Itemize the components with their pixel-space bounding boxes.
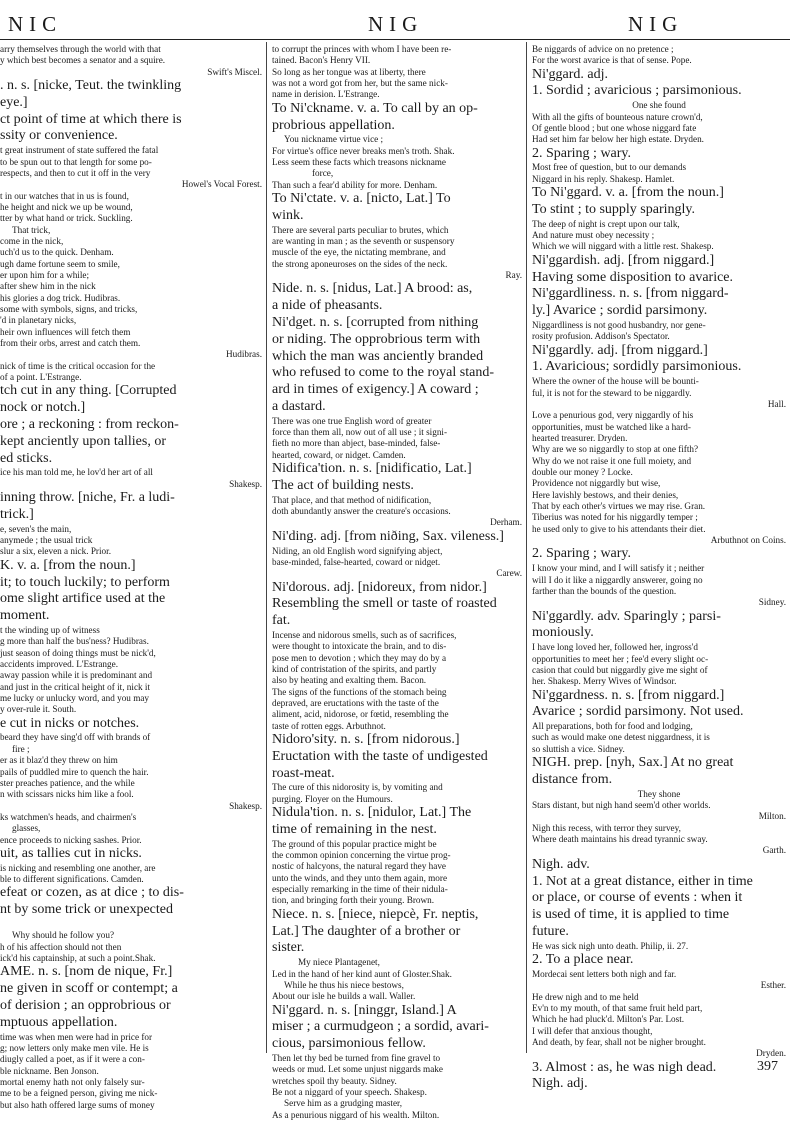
- text-line: force,: [312, 168, 334, 179]
- text-line: it; to touch luckily; to perform: [0, 574, 170, 590]
- text-line: ed sticks.: [0, 450, 53, 466]
- text-line: were thought to intoxicate the brain, and to dis-: [272, 641, 447, 652]
- text-line: Niggard in his reply. Shakesp. Hamlet.: [532, 173, 675, 184]
- text-line: Nigh. adv.: [532, 856, 590, 872]
- text-line: nt by some trick or unexpected: [0, 902, 174, 918]
- text-line: of a point. L'Estrange.: [0, 372, 82, 383]
- text-line: Nidula'tion. n. s. [nidulor, Lat.] The: [272, 805, 472, 821]
- text-line: will I do it like a niggardly answerer, going no: [532, 574, 703, 585]
- text-line: K. v. a. [from the noun.]: [0, 557, 136, 573]
- text-line: ome slight artifice used at the: [0, 591, 166, 607]
- text-line: Arbuthnot on Coins.: [710, 535, 786, 546]
- text-line: Be not a niggard of your speech. Shakesp.: [272, 1086, 427, 1097]
- text-line: For the worst avarice is that of sense. Pope.: [532, 55, 692, 66]
- text-line: The ground of this popular practice might be: [272, 838, 437, 849]
- text-line: tch cut in any thing. [Corrupted: [0, 383, 177, 399]
- text-line: hearted, coward, or nidget. Camden.: [272, 449, 406, 460]
- text-line: me lucky or unlucky word, and you may: [0, 692, 150, 703]
- text-line: is nicking and resembling one another, are: [0, 862, 156, 873]
- text-line: So long as her tongue was at liberty, there: [272, 66, 426, 77]
- text-line: ssity or convenience.: [0, 128, 118, 144]
- text-line: Ev'n to my mouth, of that same fruit held part,: [532, 1002, 703, 1013]
- text-line: Serve him as a grudging master,: [284, 1098, 403, 1109]
- text-line: AME. n. s. [nom de nique, Fr.]: [0, 964, 173, 980]
- text-line: ful, it is not for the steward to be niggardly.: [532, 387, 692, 398]
- text-line: Niece. n. s. [niece, niepcè, Fr. neptis,: [272, 906, 479, 922]
- text-line: ore ; a reckoning : from reckon-: [0, 417, 179, 433]
- text-line: About our isle he builds a wall. Waller.: [272, 991, 416, 1002]
- text-line: Ni'ggard. n. s. [ninggr, Island.] A: [272, 1002, 457, 1018]
- text-line: beard they have sing'd off with brands of: [0, 732, 151, 743]
- text-line: That place, and that method of nidification,: [272, 494, 432, 505]
- text-line: Providence not niggardly but wise,: [532, 478, 661, 489]
- text-line: Nigh. adj.: [532, 1076, 588, 1092]
- text-line: or niding. The opprobrious term with: [272, 331, 481, 347]
- text-line: Where death maintains his dread tyrannic sway.: [532, 834, 708, 845]
- text-line: a nide of pheasants.: [272, 298, 383, 314]
- text-line: That by each other's virtues we may rise. Gran.: [532, 501, 706, 512]
- text-line: I have long loved her, followed her, ingross'd: [532, 642, 698, 653]
- text-line: Ni'ding. adj. [from niðing, Sax. vileness.]: [272, 528, 504, 544]
- text-line: such as would make one detest niggardness, it is: [532, 732, 710, 743]
- text-line: eye.]: [0, 94, 28, 110]
- text-line: g; now letters only make men vile. He is: [0, 1042, 149, 1053]
- text-line: The deep of night is crept upon our talk,: [532, 218, 680, 229]
- text-line: While he thus his niece bestows,: [284, 979, 404, 990]
- text-line: glasses,: [12, 823, 41, 834]
- text-line: to be spun out to that length for some po-: [0, 156, 152, 167]
- text-line: probrious appellation.: [272, 117, 395, 133]
- text-line: Ni'ggardly. adv. Sparingly ; parsi-: [532, 608, 721, 624]
- text-line: ence proceeds to nicking sashes. Prior.: [0, 834, 142, 845]
- text-line: uit, as tallies cut in nicks.: [0, 845, 142, 861]
- text-line: ble to different significations. Camden.: [0, 874, 144, 885]
- text-line: depraved, are eructations with the taste of the: [272, 698, 439, 708]
- text-line: Garth.: [762, 845, 786, 856]
- text-line: from their orbs, arrest and catch them.: [0, 338, 141, 349]
- text-line: For virtue's office never breaks men's troth. Shak.: [272, 145, 455, 156]
- text-line: ster preaches patience, and the while: [0, 777, 135, 788]
- running-header: [0, 12, 800, 38]
- text-line: taste of rotten eggs. Arbuthnot.: [272, 720, 386, 731]
- text-line: ard in times of exigency.] A coward ;: [272, 382, 479, 398]
- text-line: Hall.: [767, 398, 786, 409]
- text-line: Tiberius was noted for his niggardly temper ;: [532, 512, 698, 523]
- text-line: Ni'ggardish. adj. [from niggard.]: [532, 252, 715, 268]
- text-line: trick.]: [0, 506, 34, 522]
- text-line: There was one true English word of greater: [272, 415, 432, 426]
- text-line: tter by what hand or trick. Suckling.: [0, 213, 133, 224]
- text-line: ne given in scoff or contempt; a: [0, 981, 178, 997]
- text-line: er as it blaz'd they threw on him: [0, 755, 118, 766]
- text-line: accidents improved. L'Estrange.: [0, 658, 118, 669]
- text-line: My niece Plantagenet,: [298, 957, 380, 968]
- text-line: so sluttish a vice. Sidney.: [532, 743, 625, 754]
- text-line: cious, parsimonious fellow.: [272, 1036, 426, 1052]
- text-line: As a penurious niggard of his wealth. Milton.: [272, 1109, 440, 1120]
- text-line: Shakesp.: [229, 478, 262, 489]
- text-line: Esther.: [760, 980, 786, 991]
- text-line: Why are we so niggardly to stop at one fifth?: [532, 444, 699, 455]
- text-line: e, seven's the main,: [0, 523, 72, 534]
- text-line: To Ni'ggard. v. a. [from the noun.]: [532, 185, 724, 201]
- text-line: force than them all, now out of all use ; it signi-: [272, 427, 448, 438]
- text-line: ice his man told me, he lov'd her art of all: [0, 467, 153, 478]
- text-line: Ni'ggardliness. n. s. [from niggard-: [532, 286, 729, 302]
- text-line: Derham.: [490, 517, 522, 528]
- text-line: With all the gifts of bounteous nature crown'd,: [532, 111, 703, 122]
- text-line: mortal enemy hath not only falsely sur-: [0, 1076, 145, 1087]
- text-line: especially remarking in the time of their nidula-: [272, 884, 448, 895]
- text-line: inning throw. [niche, Fr. a ludi-: [0, 490, 175, 506]
- text-line: Led in the hand of her kind aunt of Gloster.Shak.: [272, 968, 452, 979]
- text-line: nick of time is the critical occasion for the: [0, 360, 156, 371]
- text-line: ct point of time at which there is: [0, 111, 182, 127]
- text-line: Which we will niggard with a little rest. Shakesp.: [532, 241, 714, 252]
- text-line: some with symbols, signs, and tricks,: [0, 304, 138, 315]
- text-line: Where the owner of the house will be bounti-: [532, 376, 699, 387]
- text-line: y which best becomes a senator and a squire.: [0, 55, 166, 66]
- text-line: Niding, an old English word signifying abject,: [272, 545, 443, 556]
- text-line: 1. Not at a great distance, either in time: [532, 873, 753, 889]
- text-line: opportunities, must be watched like a hard-: [532, 421, 691, 432]
- text-line: Which he had pluck'd. Milton's Par. Lost.: [532, 1014, 685, 1025]
- text-line: The signs of the functions of the stomach being: [272, 686, 447, 697]
- column-center: [272, 44, 522, 1120]
- text-line: 2. Sparing ; wary.: [532, 546, 632, 562]
- text-line: Here lavishly bestows, and their denies,: [532, 489, 679, 500]
- text-line: Avarice ; sordid parsimony. Not used.: [532, 704, 744, 720]
- text-line: I know your mind, and I will satisfy it ; neither: [532, 563, 705, 574]
- text-line: ble nickname. Ben Jonson.: [0, 1065, 99, 1076]
- text-line: the common opinion concerning the virtue prog-: [272, 850, 451, 861]
- text-line: hearted treasurer. Dryden.: [532, 432, 628, 443]
- column-divider: [526, 42, 527, 1053]
- text-line: And nature must obey necessity ;: [532, 230, 655, 241]
- text-line: doth abundantly answer the creature's occasions.: [272, 506, 451, 517]
- text-line: That trick,: [12, 224, 51, 235]
- text-line: unto the winds, and they unto them again, more: [272, 872, 448, 883]
- text-line: Ni'ggardly. adj. [from niggard.]: [532, 342, 708, 358]
- text-line: weeds or mud. Let some unjust niggards make: [272, 1064, 443, 1075]
- text-line: Love a penurious god, very niggardly of his: [532, 410, 694, 421]
- text-line: name in derision. L'Estrange.: [272, 89, 380, 100]
- text-line: future.: [532, 924, 569, 939]
- text-line: Most free of question, but to our demands: [532, 162, 687, 173]
- header-left: NIC: [8, 12, 63, 36]
- text-line: Resembling the smell or taste of roasted: [272, 596, 497, 612]
- text-line: was not a word got from her, but the same nick-: [272, 78, 448, 89]
- text-line: opportunities to meet her ; fee'd every slight oc-: [532, 653, 709, 664]
- text-line: 1. Avaricious; sordidly parsimonious.: [532, 359, 742, 375]
- text-line: distance from.: [532, 771, 613, 787]
- text-line: anymede ; the usual trick: [0, 535, 93, 546]
- header-rule: [0, 39, 790, 40]
- text-line: t the winding up of witness: [0, 624, 100, 635]
- text-line: Had set him far below her high estate. Dryden.: [532, 134, 704, 145]
- text-line: his glories a dog trick. Hudibras.: [0, 292, 121, 303]
- text-line: Lat.] The daughter of a brother or: [272, 923, 461, 939]
- text-line: a dastard.: [272, 398, 326, 414]
- text-line: The act of building nests.: [272, 477, 414, 493]
- text-line: Nide. n. s. [nidus, Lat.] A brood: as,: [272, 281, 473, 297]
- text-line: Ni'dorous. adj. [nidoreux, from nidor.]: [272, 579, 487, 595]
- text-line: time was when men were had in price for: [0, 1031, 153, 1042]
- column-divider: [266, 42, 267, 1053]
- text-line: . n. s. [nicke, Teut. the twinkling: [0, 78, 182, 94]
- text-line: One she found: [632, 100, 686, 111]
- text-line: All preparations, both for food and lodging,: [532, 721, 693, 732]
- text-line: muscle of the eye, the nictating membrane, and: [272, 247, 446, 258]
- text-line: pails of puddled mire to quench the hair.: [0, 766, 149, 777]
- text-line: diugly called a poet, as if it were a con-: [0, 1054, 145, 1065]
- text-line: time of remaining in the nest.: [272, 821, 437, 837]
- text-line: To Ni'ctate. v. a. [nicto, Lat.] To: [272, 191, 451, 207]
- text-line: after shew him in the nick: [0, 281, 96, 292]
- text-line: and just in the critical height of it, nick it: [0, 681, 151, 692]
- text-line: to corrupt the princes with whom I have been re-: [272, 44, 452, 54]
- text-line: 3. Almost : as, he was nigh dead.: [532, 1059, 717, 1075]
- text-line: rosity profusion. Addison's Spectator.: [532, 331, 670, 342]
- text-line: They shone: [637, 788, 681, 799]
- text-line: also by heating and exalting them. Bacon.: [272, 675, 427, 686]
- text-line: He was sick nigh unto death. Philip, ii. 27.: [532, 940, 689, 951]
- text-line: wretches spoil thy beauty. Sidney.: [272, 1075, 397, 1086]
- text-line: nock or notch.]: [0, 400, 86, 416]
- text-line: Stars distant, but nigh hand seem'd other worlds.: [532, 800, 711, 811]
- text-line: or place, or course of events : when it: [532, 890, 743, 906]
- text-line: nostic of halcyons, the natural regard they have: [272, 861, 446, 872]
- text-line: Ni'ggard. adj.: [532, 66, 609, 82]
- text-line: I will defer that anxious thought,: [532, 1025, 653, 1036]
- text-line: just season of doing things must be nick'd,: [0, 647, 156, 658]
- text-line: e cut in nicks or notches.: [0, 715, 140, 731]
- text-line: arry themselves through the world with that: [0, 44, 161, 54]
- text-line: t great instrument of state suffered the fatal: [0, 145, 159, 156]
- text-line: the strong aponeuroses on the sides of the neck.: [272, 258, 448, 269]
- text-line: Shakesp.: [229, 800, 262, 811]
- text-line: aliment, acid, nidorose, or fœtid, resembling the: [272, 709, 449, 720]
- text-line: moment.: [0, 608, 50, 624]
- text-line: Niggardliness is not good husbandry, nor gene-: [532, 319, 706, 330]
- text-line: n with scissars nicks him like a fool.: [0, 789, 134, 800]
- text-line: Ni'ggardness. n. s. [from niggard.]: [532, 687, 725, 703]
- text-line: Nidoro'sity. n. s. [from nidorous.]: [272, 732, 460, 748]
- text-line: t in our watches that in us is found,: [0, 190, 129, 201]
- text-line: Ni'dget. n. s. [corrupted from nithing: [272, 314, 479, 330]
- text-line: efeat or cozen, as at dice ; to dis-: [0, 885, 184, 901]
- text-line: Be niggards of advice on no pretence ;: [532, 44, 674, 54]
- text-line: There are several parts peculiar to brutes, which: [272, 224, 449, 235]
- text-line: fieth no more than abject, base-minded, false-: [272, 438, 441, 449]
- text-line: He drew nigh and to me held: [532, 991, 639, 1002]
- text-line: 2. Sparing ; wary.: [532, 145, 632, 161]
- text-line: fat.: [272, 613, 291, 629]
- text-line: he height and nick we up be wound,: [0, 201, 133, 212]
- text-line: Incense and nidorous smells, such as of sacrifices,: [272, 629, 457, 640]
- column-left: [0, 44, 262, 1110]
- text-line: are wanting in man ; as the seventh or suspensory: [272, 235, 455, 246]
- text-line: is used of time, it is applied to time: [532, 907, 730, 923]
- text-line: y over-rule it. South.: [0, 704, 77, 715]
- text-line: ly.] Avarice ; sordid parsimony.: [532, 303, 708, 319]
- text-line: Than such a fear'd ability for more. Denham.: [272, 179, 438, 190]
- text-line: which the man was anciently branded: [272, 348, 484, 364]
- text-line: Carew.: [496, 568, 522, 579]
- text-line: respects, and then to cut it off in the very: [0, 167, 151, 178]
- text-line: Nidifica'tion. n. s. [nidificatio, Lat.]: [272, 461, 472, 477]
- text-line: her. Shakesp. Merry Wives of Windsor.: [532, 676, 677, 687]
- text-line: Of gentle blood ; but one whose niggard fate: [532, 122, 697, 133]
- text-line: casion that could but niggardly give me sight of: [532, 664, 708, 675]
- text-line: moniously.: [532, 625, 594, 641]
- text-line: ugh dame fortune seem to smile,: [0, 258, 120, 269]
- text-line: And death, by fear, shall not be nigher brought.: [532, 1037, 706, 1047]
- text-line: 'd in planetary nicks,: [0, 315, 77, 326]
- text-line: base-minded, false-hearted, coward or nidget.: [272, 556, 441, 567]
- text-line: To Ni'ckname. v. a. To call by an op-: [272, 100, 478, 116]
- text-line: uch'd us to the quick. Denham.: [0, 247, 114, 258]
- header-center: NIG: [368, 12, 424, 36]
- text-line: 2. To a place near.: [532, 952, 634, 968]
- text-line: Sidney.: [758, 597, 786, 608]
- text-line: kind of contristation of the spirits, and partly: [272, 663, 437, 674]
- text-line: me to be a feigned person, giving me nick-: [0, 1088, 158, 1099]
- text-line: Hudibras.: [226, 349, 262, 360]
- text-line: Why do we not raise it one full moiety, and: [532, 455, 692, 466]
- text-line: Less seem these facts which treasons nickname: [272, 157, 446, 167]
- text-line: Why should he follow you?: [12, 930, 115, 941]
- text-line: tained. Bacon's Henry VII.: [272, 55, 371, 66]
- text-line: NIGH. prep. [nyh, Sax.] At no great: [532, 755, 734, 771]
- text-line: You nickname virtue vice ;: [284, 134, 384, 145]
- text-line: Then let thy bed be turned from fine gravel to: [272, 1052, 441, 1063]
- text-line: but also hath offered large sums of money: [0, 1099, 155, 1110]
- text-line: ks watchmen's heads, and chairmen's: [0, 811, 137, 822]
- text-line: come in the nick,: [0, 235, 64, 246]
- text-line: 1. Sordid ; avaricious ; parsimonious.: [532, 83, 742, 99]
- text-line: farther than the bounds of the question.: [532, 585, 677, 596]
- text-line: er upon him for a while;: [0, 270, 90, 280]
- text-line: he used only to give to his attendants their diet.: [532, 523, 706, 534]
- text-line: Nigh this recess, with terror they survey,: [532, 822, 681, 833]
- text-line: wink.: [272, 207, 304, 223]
- text-line: h of his affection should not then: [0, 941, 122, 952]
- text-line: mptuous appellation.: [0, 1014, 118, 1030]
- text-line: who refused to come to the royal stand-: [272, 365, 494, 381]
- text-line: sister.: [272, 940, 305, 956]
- text-line: double our money ? Locke.: [532, 466, 633, 477]
- text-line: Dryden.: [756, 1048, 786, 1059]
- text-line: tion, and bringing forth their young. Brown.: [272, 895, 435, 906]
- text-line: heir own influences will fetch them: [0, 326, 131, 337]
- text-line: [0, 919, 262, 930]
- text-line: Mordecai sent letters both nigh and far.: [532, 968, 677, 979]
- text-line: purging. Floyer on the Humours.: [272, 793, 393, 804]
- text-line: The cure of this nidorosity is, by vomiting and: [272, 782, 443, 793]
- text-line: Ray.: [505, 270, 522, 280]
- text-line: fire ;: [12, 743, 30, 754]
- text-line: pose men to devotion ; which they may do by a: [272, 652, 447, 663]
- text-line: Eructation with the taste of undigested: [272, 748, 488, 764]
- text-line: away passion while it is predominant and: [0, 670, 153, 681]
- text-line: To stint ; to supply sparingly.: [532, 201, 696, 217]
- text-line: ick'd his captainship, at such a point.Shak.: [0, 953, 156, 964]
- page-number: 397: [757, 1059, 778, 1074]
- text-line: kept anciently upon tallies, or: [0, 433, 167, 449]
- text-line: slur a six, eleven a nick. Prior.: [0, 546, 111, 557]
- text-line: roast-meat.: [272, 765, 335, 781]
- text-line: miser ; a curmudgeon ; a sordid, avari-: [272, 1019, 489, 1035]
- text-line: Having some disposition to avarice.: [532, 269, 734, 285]
- header-right: NIG: [628, 12, 684, 36]
- text-line: Howel's Vocal Forest.: [181, 179, 262, 190]
- text-line: Swift's Miscel.: [207, 66, 262, 77]
- text-line: Milton.: [758, 811, 786, 822]
- text-line: of derision ; an opprobrious or: [0, 997, 171, 1013]
- text-line: g more than half the bus'ness? Hudibras.: [0, 636, 149, 647]
